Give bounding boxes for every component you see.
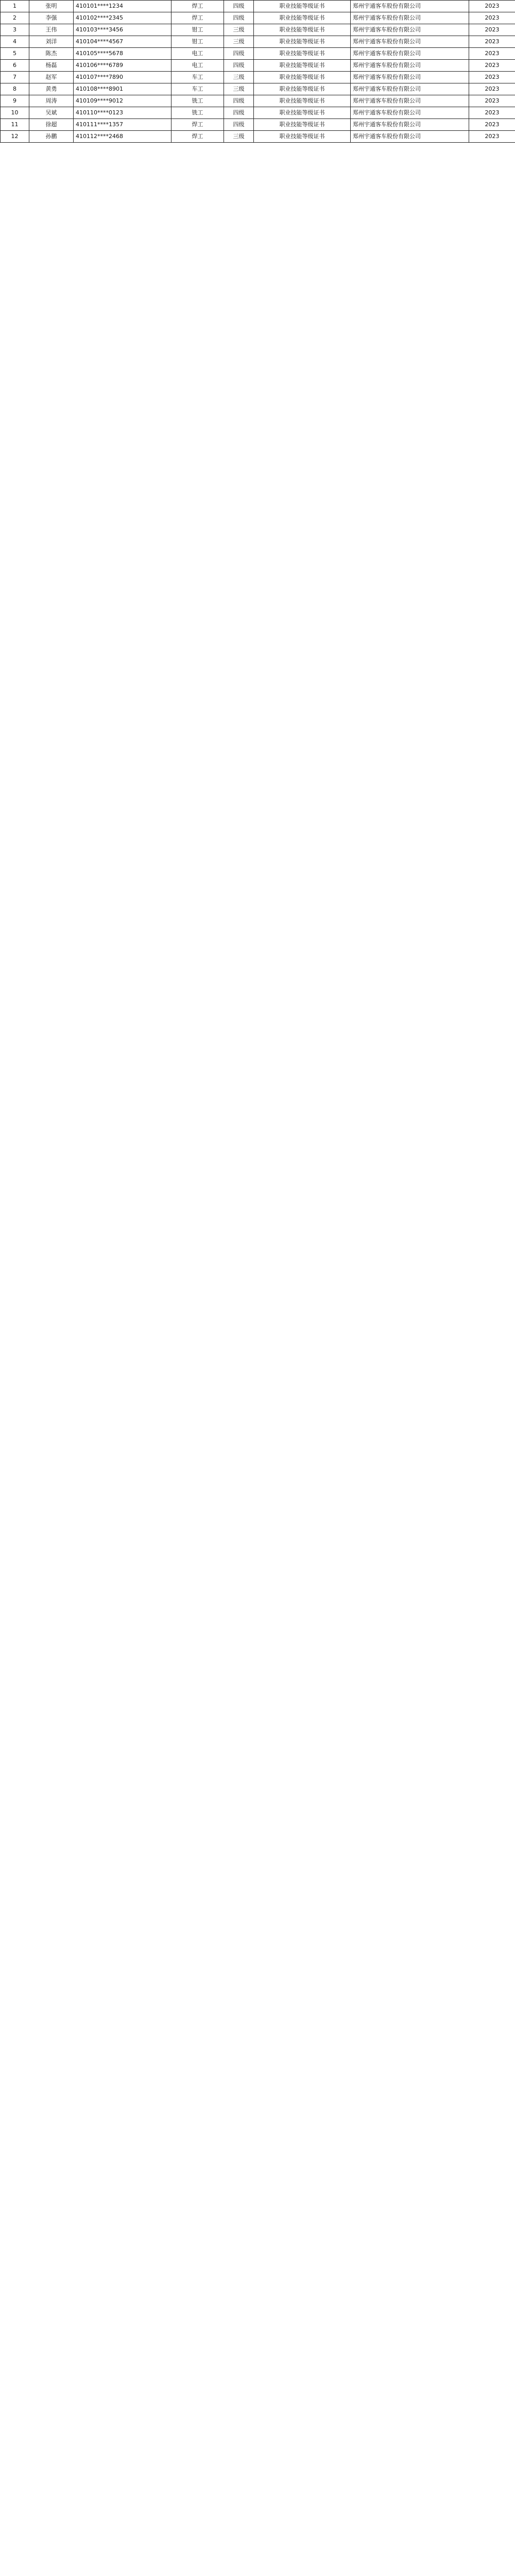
occupation-cell: 车工 (171, 83, 224, 95)
year-cell: 2023 (469, 48, 515, 60)
id-number-cell: 410104****4567 (74, 36, 171, 48)
person-name-cell: 黄勇 (29, 83, 74, 95)
occupation-cell: 钳工 (171, 24, 224, 36)
person-name-cell: 张明 (29, 1, 74, 12)
person-name-cell: 刘洋 (29, 36, 74, 48)
year-cell: 2023 (469, 131, 515, 143)
certificate-type-cell: 职业技能等级证书 (254, 12, 351, 24)
person-name-cell: 吴斌 (29, 107, 74, 119)
table-row (1, 60, 515, 72)
certificate-type-cell: 职业技能等级证书 (254, 1, 351, 12)
occupation-cell: 焊工 (171, 119, 224, 131)
id-number-cell: 410106****6789 (74, 60, 171, 72)
id-number-cell: 410101****1234 (74, 1, 171, 12)
row-number-cell: 11 (1, 119, 29, 131)
organization-cell: 郑州宇通客车股份有限公司 (351, 60, 469, 72)
row-number-cell: 1 (1, 1, 29, 12)
row-number-cell: 7 (1, 72, 29, 83)
year-cell: 2023 (469, 1, 515, 12)
organization-cell: 郑州宇通客车股份有限公司 (351, 24, 469, 36)
certificate-type-cell: 职业技能等级证书 (254, 131, 351, 143)
occupation-cell: 钳工 (171, 36, 224, 48)
skill-level-cell: 四级 (224, 1, 254, 12)
skill-level-cell: 四级 (224, 119, 254, 131)
organization-cell: 郑州宇通客车股份有限公司 (351, 131, 469, 143)
table-row (1, 107, 515, 119)
occupation-cell: 焊工 (171, 131, 224, 143)
skill-level-cell: 三级 (224, 72, 254, 83)
row-number-cell: 8 (1, 83, 29, 95)
table-row (1, 36, 515, 48)
occupation-cell: 铣工 (171, 95, 224, 107)
skill-level-cell: 四级 (224, 12, 254, 24)
skill-level-cell: 三级 (224, 131, 254, 143)
id-number-cell: 410105****5678 (74, 48, 171, 60)
skill-level-cell: 三级 (224, 36, 254, 48)
year-cell: 2023 (469, 72, 515, 83)
table-row (1, 119, 515, 131)
skill-level-cell: 四级 (224, 107, 254, 119)
organization-cell: 郑州宇通客车股份有限公司 (351, 95, 469, 107)
id-number-cell: 410103****3456 (74, 24, 171, 36)
certificate-type-cell: 职业技能等级证书 (254, 48, 351, 60)
skill-level-cell: 四级 (224, 48, 254, 60)
row-number-cell: 9 (1, 95, 29, 107)
year-cell: 2023 (469, 119, 515, 131)
skill-level-cell: 四级 (224, 95, 254, 107)
person-name-cell: 孙鹏 (29, 131, 74, 143)
organization-cell: 郑州宇通客车股份有限公司 (351, 119, 469, 131)
id-number-cell: 410102****2345 (74, 12, 171, 24)
occupation-cell: 焊工 (171, 1, 224, 12)
id-number-cell: 410110****0123 (74, 107, 171, 119)
skill-level-cell: 三级 (224, 24, 254, 36)
table-row (1, 131, 515, 143)
year-cell: 2023 (469, 95, 515, 107)
organization-cell: 郑州宇通客车股份有限公司 (351, 48, 469, 60)
table-row (1, 48, 515, 60)
certificate-type-cell: 职业技能等级证书 (254, 60, 351, 72)
person-name-cell: 陈杰 (29, 48, 74, 60)
row-number-cell: 3 (1, 24, 29, 36)
certificate-type-cell: 职业技能等级证书 (254, 95, 351, 107)
organization-cell: 郑州宇通客车股份有限公司 (351, 83, 469, 95)
certificate-type-cell: 职业技能等级证书 (254, 119, 351, 131)
occupation-cell: 焊工 (171, 12, 224, 24)
skill-level-cell: 四级 (224, 60, 254, 72)
person-name-cell: 杨磊 (29, 60, 74, 72)
person-name-cell: 王伟 (29, 24, 74, 36)
occupation-cell: 电工 (171, 60, 224, 72)
certificate-type-cell: 职业技能等级证书 (254, 36, 351, 48)
organization-cell: 郑州宇通客车股份有限公司 (351, 72, 469, 83)
person-name-cell: 徐超 (29, 119, 74, 131)
row-number-cell: 5 (1, 48, 29, 60)
organization-cell: 郑州宇通客车股份有限公司 (351, 36, 469, 48)
roster-table (0, 0, 515, 143)
row-number-cell: 2 (1, 12, 29, 24)
organization-cell: 郑州宇通客车股份有限公司 (351, 12, 469, 24)
row-number-cell: 12 (1, 131, 29, 143)
table-row (1, 95, 515, 107)
table-row (1, 72, 515, 83)
id-number-cell: 410112****2468 (74, 131, 171, 143)
roster-body (1, 1, 515, 143)
certificate-type-cell: 职业技能等级证书 (254, 107, 351, 119)
table-row (1, 12, 515, 24)
person-name-cell: 李强 (29, 12, 74, 24)
year-cell: 2023 (469, 60, 515, 72)
certificate-type-cell: 职业技能等级证书 (254, 72, 351, 83)
id-number-cell: 410108****8901 (74, 83, 171, 95)
skill-level-cell: 三级 (224, 83, 254, 95)
id-number-cell: 410111****1357 (74, 119, 171, 131)
row-number-cell: 4 (1, 36, 29, 48)
id-number-cell: 410107****7890 (74, 72, 171, 83)
person-name-cell: 赵军 (29, 72, 74, 83)
year-cell: 2023 (469, 12, 515, 24)
person-name-cell: 周涛 (29, 95, 74, 107)
table-row (1, 83, 515, 95)
organization-cell: 郑州宇通客车股份有限公司 (351, 107, 469, 119)
year-cell: 2023 (469, 36, 515, 48)
organization-cell: 郑州宇通客车股份有限公司 (351, 1, 469, 12)
id-number-cell: 410109****9012 (74, 95, 171, 107)
certificate-type-cell: 职业技能等级证书 (254, 83, 351, 95)
row-number-cell: 6 (1, 60, 29, 72)
table-row (1, 1, 515, 12)
occupation-cell: 车工 (171, 72, 224, 83)
year-cell: 2023 (469, 107, 515, 119)
table-row (1, 24, 515, 36)
year-cell: 2023 (469, 24, 515, 36)
certificate-type-cell: 职业技能等级证书 (254, 24, 351, 36)
occupation-cell: 铣工 (171, 107, 224, 119)
occupation-cell: 电工 (171, 48, 224, 60)
year-cell: 2023 (469, 83, 515, 95)
row-number-cell: 10 (1, 107, 29, 119)
